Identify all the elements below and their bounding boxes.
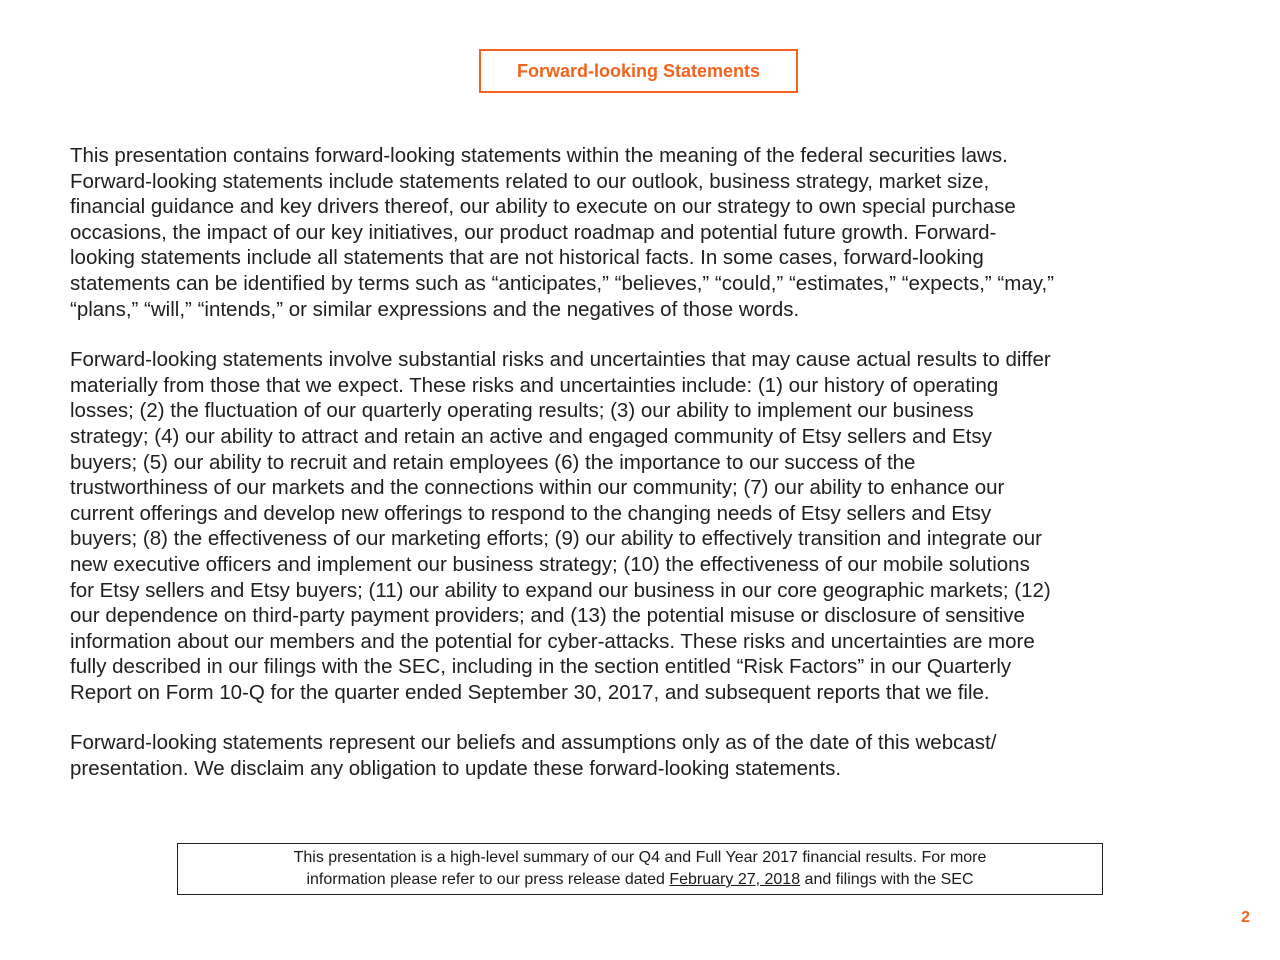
paragraph-disclaimer: Forward-looking statements represent our beliefs and assumptions only as of the date of this webcast/ presentation. We disclaim any obligation to update these forward-looking statements. (70, 731, 997, 781)
body-text (70, 143, 1230, 782)
press-release-link[interactable]: February 27, 2018 (669, 871, 801, 888)
page-title: Forward-looking Statements (516, 60, 761, 81)
note-line-2-prefix: information please refer to our press release dated (306, 871, 670, 888)
paragraph-intro: This presentation contains forward-looking statements within the meaning of the federal securities laws. Forward-looking statements include statements related to our outlook, business strategy, market size, financial guidance and key drivers thereof, our ability to execute on our strategy to own special purchase occasions, the impact of our key initiatives, our product roadmap and potential future growth. Forward- looking statements include all statements that are not historical facts. In some cases, forward-looking statements can be identified by terms such as “anticipates,” “believes,” “could,” “estimates,” “expects,” “may,” “plans,” “will,” “intends,” or similar expressions and the negatives of those words. (70, 144, 1054, 321)
note-line-2-suffix: and filings with the SEC (800, 871, 974, 888)
note-line-1: This presentation is a high-level summary of our Q4 and Full Year 2017 financial results. For more (293, 849, 987, 866)
page-number: 2 (1241, 909, 1250, 926)
paragraph-risks: Forward-looking statements involve substantial risks and uncertainties that may cause actual results to differ materially from those that we expect. These risks and uncertainties include: (1) our history of operating losses; (2) the fluctuation of our quarterly operating results; (3) our ability to implement our business strategy; (4) our ability to attract and retain an active and engaged community of Etsy sellers and Etsy buyers; (5) our ability to recruit and retain employees (6) the importance to our success of the trustworthiness of our markets and the connections within our community; (7) our ability to enhance our current offerings and develop new offerings to respond to the changing needs of Etsy sellers and Etsy buyers; (8) the effectiveness of our marketing efforts; (9) our ability to effectively transition and integrate our new executive officers and implement our business strategy; (10) the effectiveness of our mobile solutions for Etsy sellers and Etsy buyers; (11) our ability to expand our business in our core geographic markets; (12) our dependence on third-party payment providers; and (13) the potential misuse or disclosure of sensitive information about our members and the potential for cyber-attacks. These risks and uncertainties are more fully described in our filings with the SEC, including in the section entitled “Risk Factors” in our Quarterly Report on Form 10-Q for the quarter ended September 30, 2017, and subsequent reports that we file. (70, 348, 1051, 704)
title-box (479, 49, 798, 93)
note-line-2 (178, 869, 1102, 891)
summary-note-box (177, 843, 1103, 895)
